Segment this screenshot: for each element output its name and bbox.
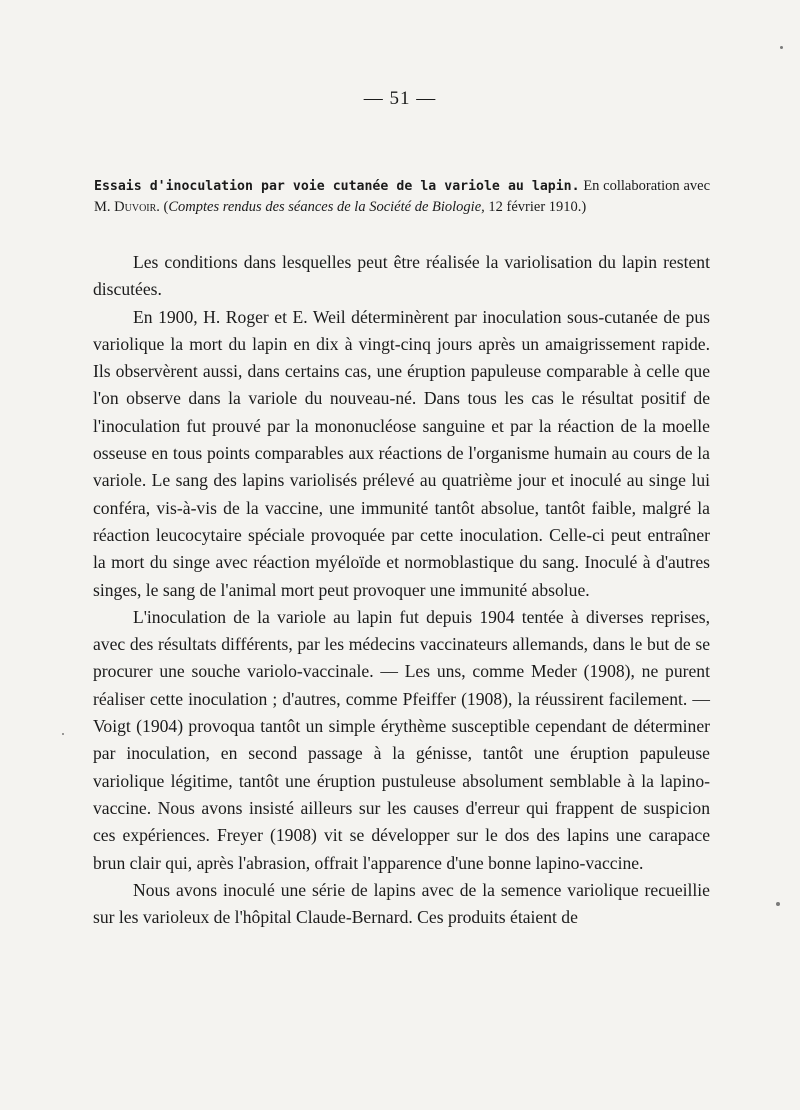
paper-speck bbox=[62, 733, 64, 735]
collaboration-note: En collaboration avec M. bbox=[94, 178, 711, 215]
source-date: 12 février 1910.) bbox=[488, 199, 587, 215]
paragraph: Nous avons inoculé une série de lapins avec de la semence variolique recueillie sur les varioleux de l'hôpital Claude-Bernard. Ces produits étaient de bbox=[93, 879, 710, 928]
paragraph: Les conditions dans lesquelles peut être réalisée la variolisation du lapin restent discutées. bbox=[93, 252, 710, 300]
source-journal: Comptes rendus des séances de la Société de Biologie, bbox=[168, 199, 485, 215]
article-title: Essais d'inoculation par voie cutanée de la variole au lapin. bbox=[94, 179, 580, 194]
source-open-paren: ( bbox=[163, 199, 169, 215]
paragraph: L'inoculation de la variole au lapin fut depuis 1904 tentée à diverses reprises, avec des résultats différents, par les médecins vaccinateurs allemands, dans le but de se procurer une souche variolo-vaccinale. — Les uns, comme Meder (1908), ne purent réaliser cette inoculation ; d'autres, comme Pfeiffer (1908), la réussirent facilement. — Voigt (1904) provoqua tantôt un simple érythème susceptible cependant de déterminer par inoculation, en second passage à la génisse, tantôt une éruption papuleuse variolique légitime, tantôt une éruption pustuleuse absolument semblable à la lapino-vaccine. Nous avons insisté ailleurs sur les causes d'erreur qui frappent de suspicion ces expériences. Freyer (1908) vit se développer sur le dos des lapins une carapace brun clair qui, après l'abrasion, offrait l'apparence d'une bonne lapino-vaccine. bbox=[93, 606, 710, 873]
paper-speck bbox=[780, 46, 783, 49]
article-body bbox=[93, 249, 710, 931]
page-number: — 51 — bbox=[363, 88, 437, 109]
paragraph: En 1900, H. Roger et E. Weil déterminèrent par inoculation sous-cutanée de pus variolique la mort du lapin en dix à vingt-cinq jours après un amaigrissement rapide. Ils observèrent aussi, dans certains cas, une éruption papuleuse comparable à celle que l'on observe dans la variole du nouveau-né. Dans tous les cas le résultat positif de l'inoculation fut prouvé par la mononucléose sanguine et par la réaction de la moelle osseuse en tous points comparables aux réactions de l'organisme humain au cours de la variole. Le sang des lapins variolisés prélevé au quatrième jour et inoculé au singe lui conféra, vis-à-vis de la vaccine, une immunité tantôt absolue, tantôt faible, malgré la réaction leucocytaire spéciale provoquée par cette inoculation. Celle-ci peut entraîner la mort du singe avec réaction myéloïde et normoblastique du sang. Inoculé à d'autres singes, le sang de l'animal mort peut provoquer une immunité absolue. bbox=[93, 306, 710, 600]
article-header bbox=[94, 176, 710, 217]
paper-speck bbox=[776, 902, 780, 906]
coauthor-name: Duvoir. bbox=[114, 199, 160, 215]
